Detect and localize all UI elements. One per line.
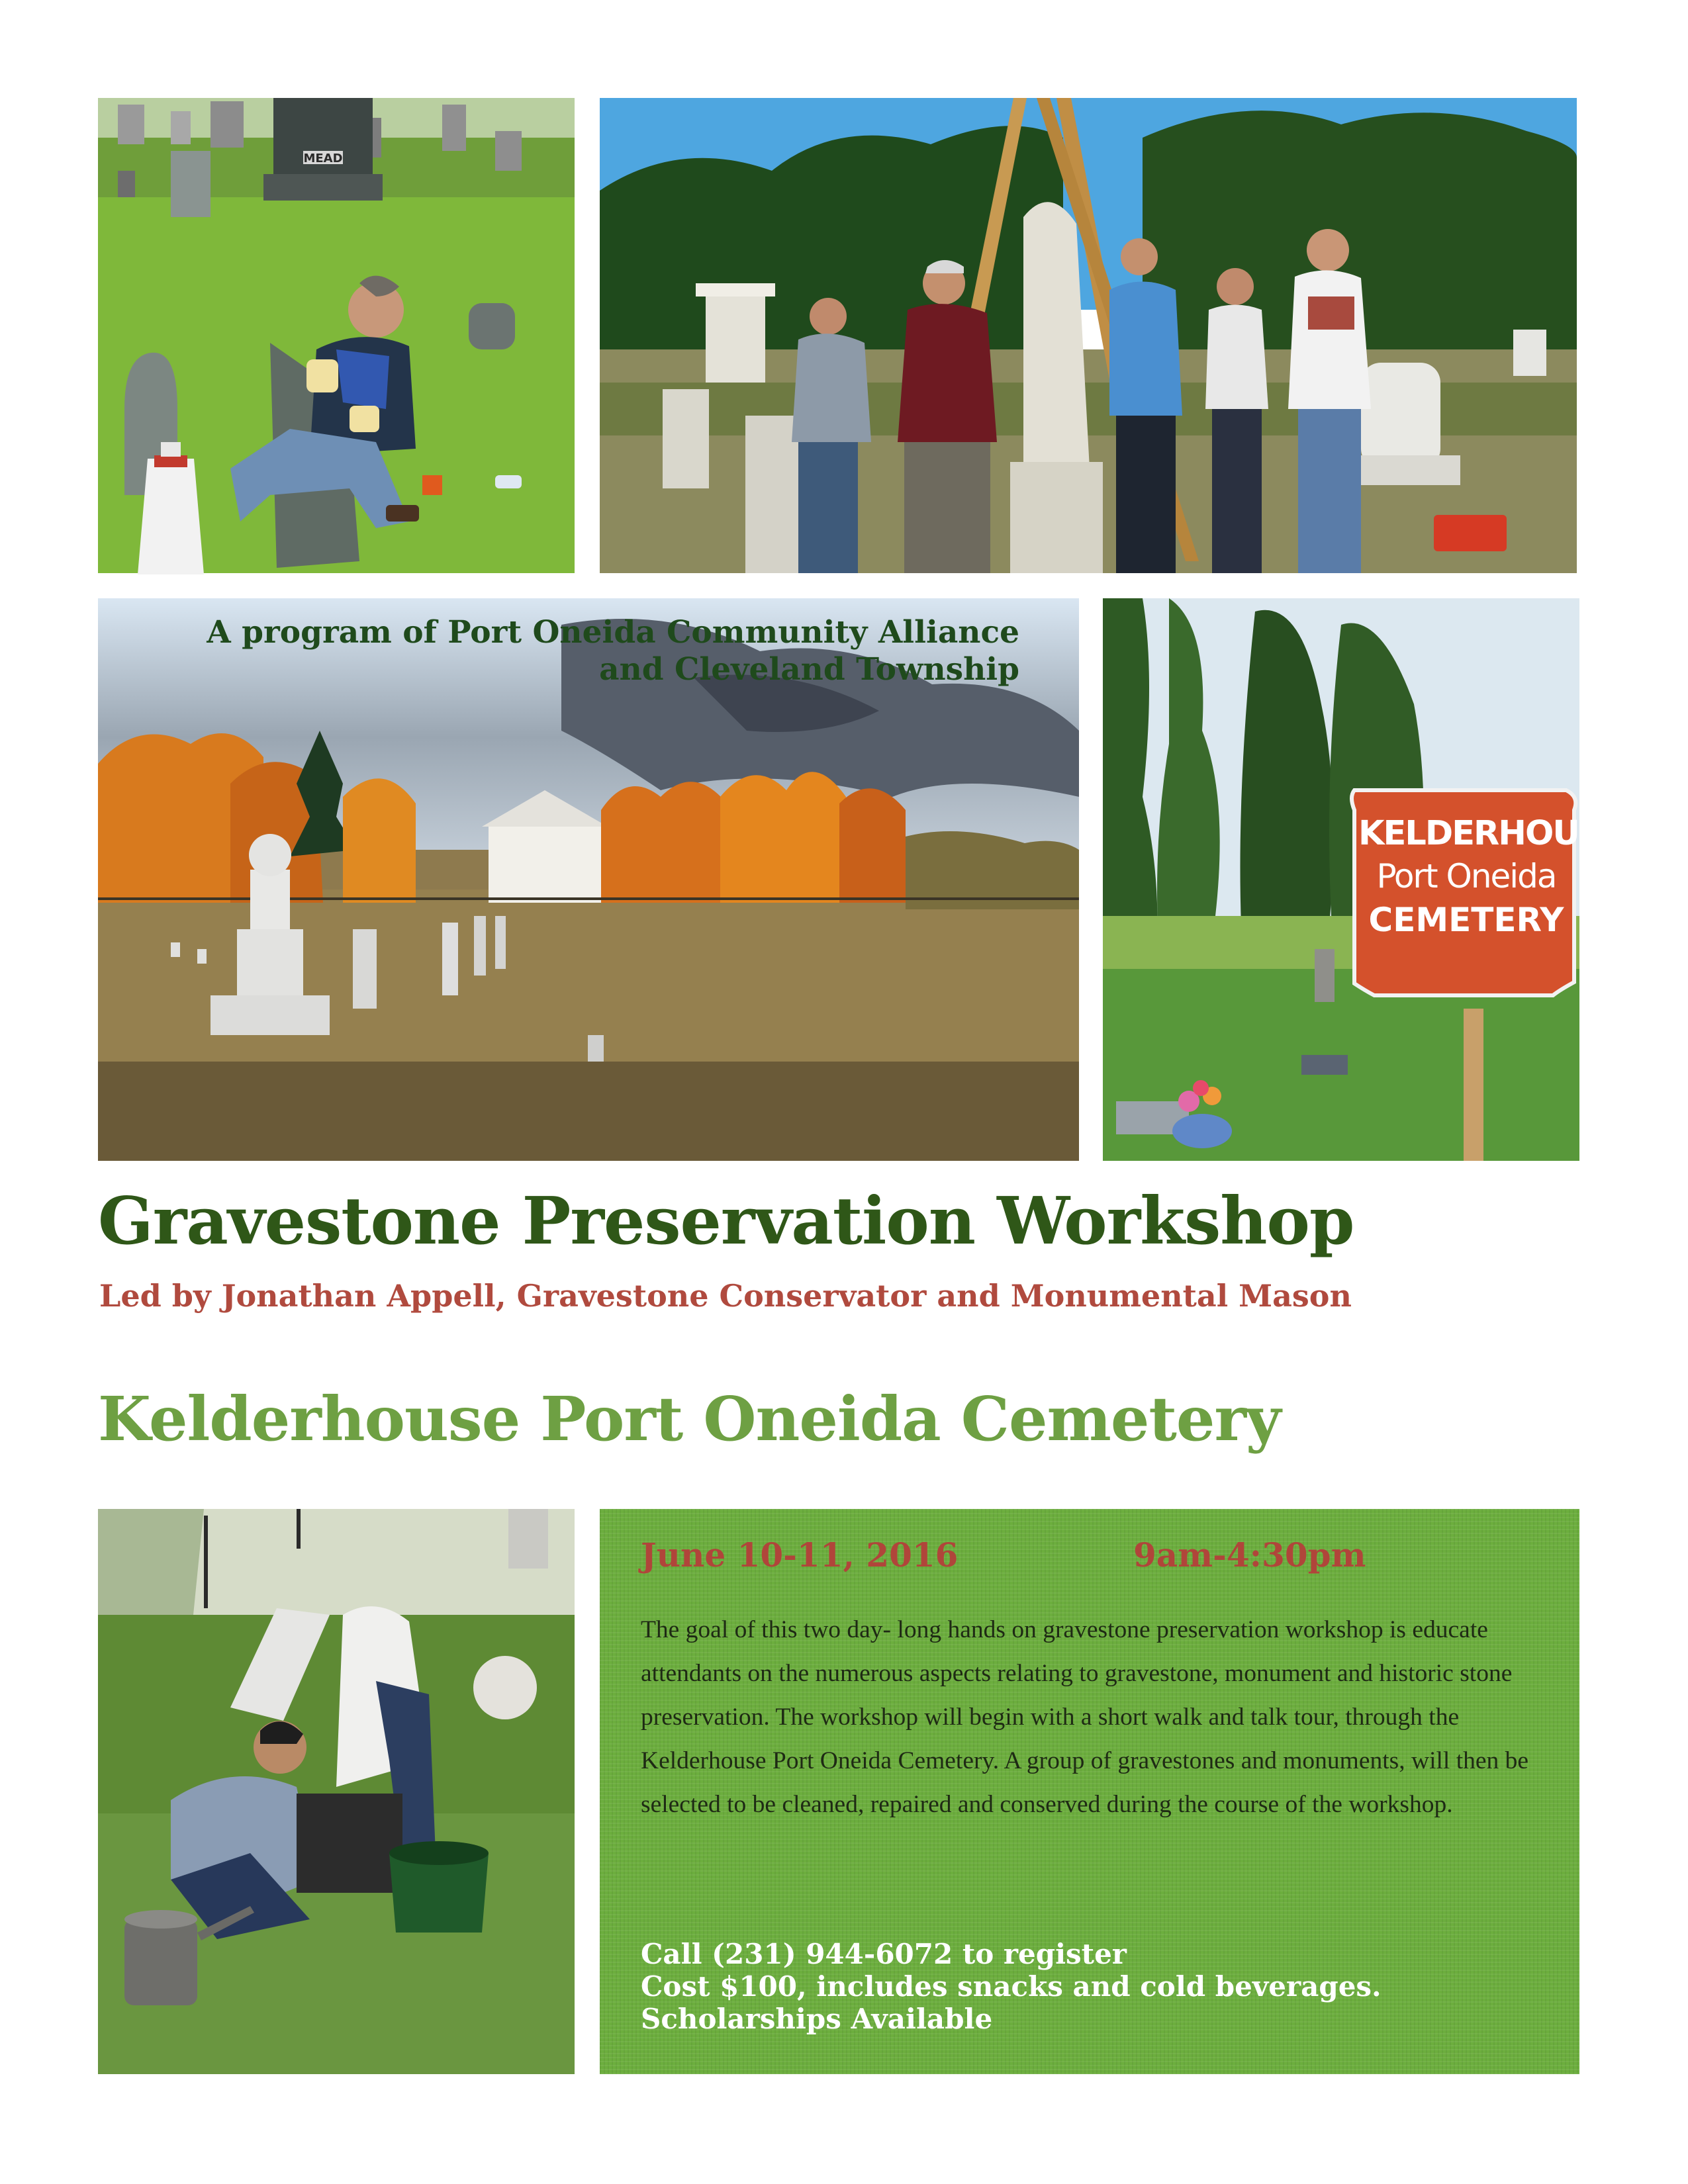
- event-time: 9am-4:30pm: [1133, 1535, 1366, 1574]
- photo-group-tripod-lift: [600, 98, 1577, 573]
- register-phone: Call (231) 944-6072 to register: [641, 1938, 1127, 1970]
- workshop-leader: Led by Jonathan Appell, Gravestone Conservator and Monumental Mason: [99, 1278, 1352, 1314]
- cost-info: Cost $100, includes snacks and cold beverages.: [641, 1970, 1382, 2003]
- sign-line-1: KELDERHOUSE: [1358, 814, 1624, 853]
- photo-cemetery-sign: [1103, 598, 1624, 1161]
- program-line-2: and Cleveland Township: [599, 651, 1019, 688]
- program-statement: [99, 614, 1019, 688]
- event-info-panel: [600, 1509, 1579, 2074]
- photo-autumn-cemetery-landscape: [98, 598, 1079, 1161]
- location-title: Kelderhouse Port Oneida Cemetery: [98, 1383, 1281, 1455]
- photo-volunteers-cleaning: [98, 1509, 575, 2074]
- cemetery-sign-text: [1103, 598, 1624, 1161]
- event-date: June 10-11, 2016: [641, 1535, 959, 1574]
- registration-info: [641, 1938, 1554, 2035]
- sign-line-3: CEMETERY: [1368, 901, 1564, 939]
- event-description: The goal of this two day- long hands on gravestone preservation workshop is educate attendants on the numerous aspects relating to gravestone, monument and historic stone preservation. The workshop will begin with a short walk and talk tour, through the Kelderhouse Port Oneida Cemetery. A group of gravestones and monuments, will then be selected to be cleaned, repaired and conserved during the course of the workshop.: [641, 1616, 1529, 1818]
- sign-line-2: Port Oneida: [1376, 857, 1556, 895]
- program-line-1: A program of Port Oneida Community Alliance: [207, 614, 1019, 651]
- workshop-title: Gravestone Preservation Workshop: [98, 1183, 1354, 1259]
- grave-inscription: MEAD: [303, 152, 343, 165]
- scholarship-info: Scholarships Available: [641, 2003, 993, 2035]
- photo-man-cleaning-gravestone: [98, 98, 575, 573]
